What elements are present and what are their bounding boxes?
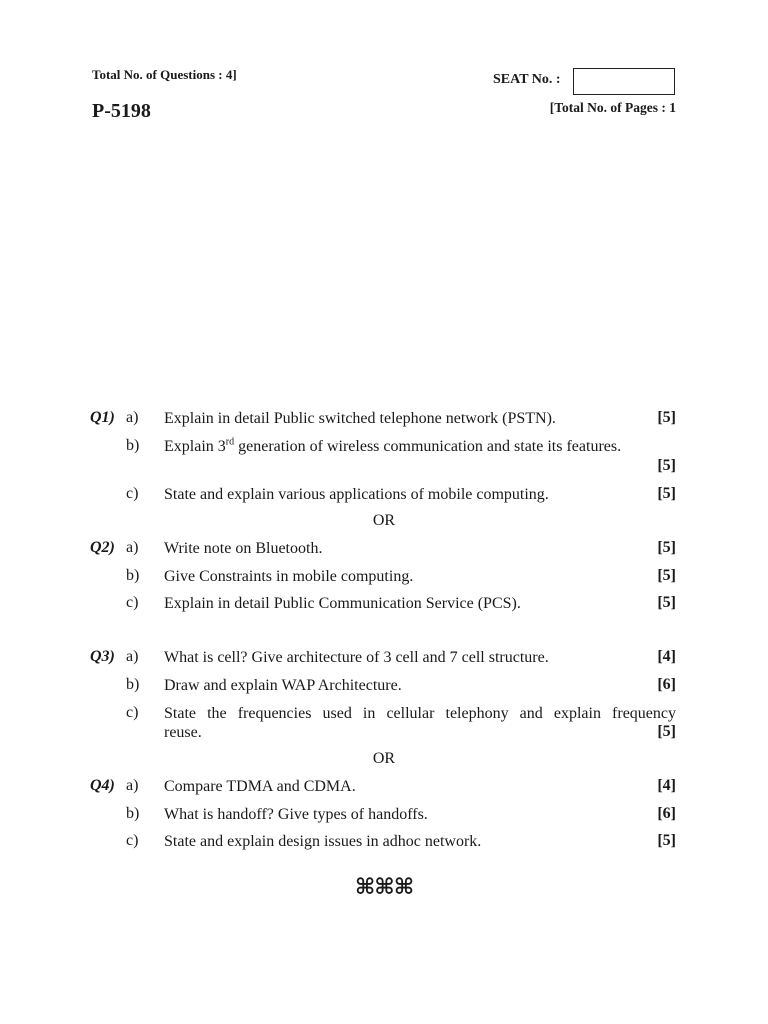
question-text: Explain in detail Public switched telephone network (PSTN).	[164, 410, 556, 427]
question-text: What is handoff? Give types of handoffs.	[164, 806, 428, 823]
question-label-q2: Q2)	[90, 539, 115, 556]
part-label: b)	[126, 805, 140, 822]
total-questions: Total No. of Questions : 4]	[92, 67, 237, 82]
question-text: State and explain various applications of mobile computing.	[164, 486, 549, 503]
question-text: Give Constraints in mobile computing.	[164, 568, 414, 585]
part-label: b)	[126, 567, 140, 584]
end-ornament: ⌘⌘⌘	[354, 874, 414, 899]
part-label: a)	[126, 777, 139, 794]
marks: [5]	[657, 539, 676, 556]
question-text: State and explain design issues in adhoc network.	[164, 833, 482, 850]
part-label: b)	[126, 676, 140, 693]
part-label: c)	[126, 485, 139, 502]
marks: [5]	[657, 485, 676, 502]
part-label: a)	[126, 539, 139, 556]
marks: [5]	[657, 594, 676, 611]
part-label: a)	[126, 409, 139, 426]
marks: [5]	[657, 723, 676, 740]
question-text: Draw and explain WAP Architecture.	[164, 677, 402, 694]
part-label: b)	[126, 437, 140, 454]
marks: [5]	[657, 457, 676, 474]
question-text: Compare TDMA and CDMA.	[164, 778, 356, 795]
total-pages: [Total No. of Pages : 1	[549, 100, 676, 115]
question-label-q4: Q4)	[90, 777, 115, 794]
marks: [5]	[657, 409, 676, 426]
question-text: Explain in detail Public Communication Service (PCS).	[164, 595, 521, 612]
seat-number-box	[573, 68, 675, 95]
question-text: Write note on Bluetooth.	[164, 540, 323, 557]
marks: [5]	[657, 832, 676, 849]
question-text-line: State the frequencies used in cellular telephony and explain frequency	[164, 705, 676, 722]
marks: [6]	[657, 676, 676, 693]
or-separator: OR	[372, 750, 396, 767]
marks: [6]	[657, 805, 676, 822]
part-label: c)	[126, 594, 139, 611]
part-label: a)	[126, 648, 139, 665]
marks: [4]	[657, 648, 676, 665]
part-label: c)	[126, 832, 139, 849]
marks: [5]	[657, 567, 676, 584]
question-label-q3: Q3)	[90, 648, 115, 665]
seat-number-label: SEAT No. :	[493, 72, 561, 87]
question-label-q1: Q1)	[90, 409, 115, 426]
part-label: c)	[126, 704, 139, 721]
question-text: What is cell? Give architecture of 3 cell and 7 cell structure.	[164, 649, 549, 666]
question-text-line: reuse.	[164, 724, 202, 741]
paper-code: P-5198	[92, 100, 151, 122]
question-text: Explain 3rd generation of wireless communication and state its features.	[164, 436, 622, 455]
marks: [4]	[657, 777, 676, 794]
superscript: rd	[225, 436, 235, 448]
or-separator: OR	[372, 512, 396, 529]
